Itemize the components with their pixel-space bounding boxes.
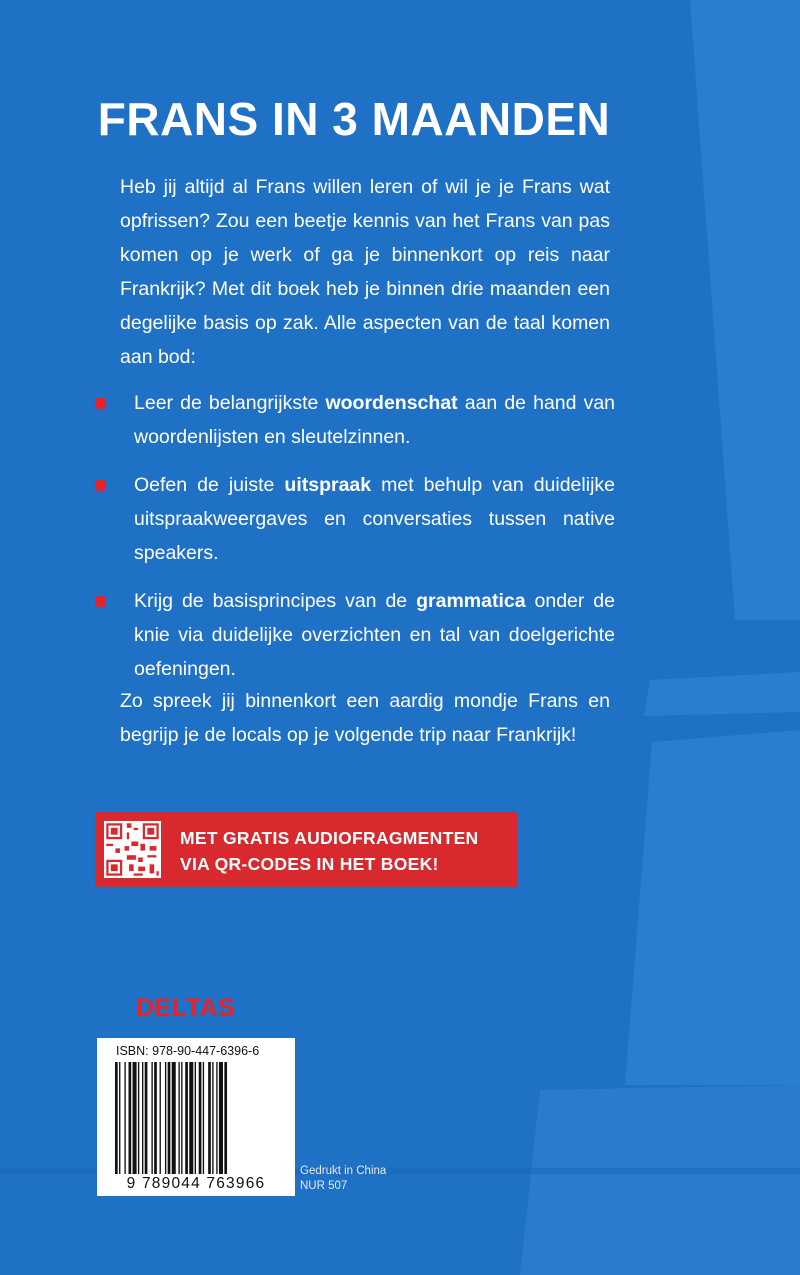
barcode-bar (145, 1062, 148, 1174)
barcode-bar (172, 1062, 176, 1174)
red-square-bullet-icon (95, 596, 106, 607)
barcode-bar (199, 1062, 202, 1174)
feature-text-after: aan de hand van woordenlijsten en sleutelzinnen. (134, 392, 616, 448)
feature-item (95, 468, 615, 570)
barcode-bar (133, 1062, 137, 1174)
barcode-bar (142, 1062, 143, 1174)
banner-line-2: VIA QR-CODES IN HET BOEK! (180, 854, 439, 874)
red-square-bullet-icon (95, 480, 106, 491)
barcode-bar (160, 1062, 161, 1174)
feature-text-before: Oefen de juiste (134, 474, 285, 496)
print-info (300, 1164, 386, 1194)
barcode-bar (165, 1062, 166, 1174)
book-title: FRANS IN 3 MAANDEN (97, 93, 611, 145)
barcode-bar (178, 1062, 179, 1174)
barcode-bar (181, 1062, 182, 1174)
qr-code-graphic (104, 821, 161, 878)
audio-banner (95, 812, 518, 887)
barcode-bar (212, 1062, 213, 1174)
printed-in: Gedrukt in China (300, 1165, 387, 1177)
barcode-bar (208, 1062, 211, 1174)
barcode-bar (168, 1062, 171, 1174)
isbn-text: ISBN: 978-90-447-6396-6 (116, 1044, 260, 1058)
qr-code-icon (104, 821, 161, 878)
barcode-bar (119, 1062, 120, 1174)
feature-text-after: onder de knie via duidelijke overzichten en tal van doelgerichte oefeningen. (134, 590, 616, 680)
barcode-bar (185, 1062, 188, 1174)
barcode-bar (203, 1062, 204, 1174)
barcode-label (97, 1038, 295, 1196)
feature-text-after: met behulp van duidelijke uitspraakweergaves en conversaties tussen native speakers. (134, 474, 615, 564)
publisher-logo: DELTAS (136, 994, 236, 1022)
banner-line-1: MET GRATIS AUDIOFRAGMENTEN (180, 828, 479, 848)
nur-code: NUR 507 (300, 1180, 348, 1192)
red-square-bullet-icon (95, 398, 106, 409)
feature-item (95, 584, 615, 686)
barcode-bar (219, 1062, 223, 1174)
barcode-bar (195, 1062, 196, 1174)
feature-keyword: woordenschat (325, 392, 458, 414)
barcode-bar (224, 1062, 227, 1174)
barcode-bar (216, 1062, 217, 1174)
barcode-bar (154, 1062, 157, 1174)
feature-item (95, 386, 615, 454)
feature-text-before: Leer de belangrijkste (134, 392, 326, 414)
feature-list (95, 386, 615, 700)
barcode-bar (129, 1062, 132, 1174)
barcode-bar (138, 1062, 139, 1174)
barcode-bar (189, 1062, 193, 1174)
barcode-bar (115, 1062, 118, 1174)
feature-keyword: grammatica (416, 590, 526, 612)
feature-text-before: Krijg de basisprincipes van de (134, 590, 417, 612)
feature-keyword: uitspraak (284, 474, 372, 496)
closing-paragraph: Zo spreek jij binnenkort een aardig mondje Frans en begrijp je de locals op je volgende trip naar Frankrijk! (120, 690, 610, 746)
barcode-bars (115, 1062, 279, 1174)
barcode-bar (151, 1062, 152, 1174)
intro-paragraph: Heb jij altijd al Frans willen leren of wil je je Frans wat opfrissen? Zou een beetje kennis van het Frans van pas komen op je werk of ga je binnenkort op reis naar Frankrijk? Met dit boek heb je binnen drie maanden een degelijke basis op zak. Alle aspecten van de taal komen aan bod: (120, 176, 610, 368)
banner-text (180, 825, 478, 877)
barcode-digits: 9 789044 763966 (126, 1175, 266, 1192)
barcode-bar (124, 1062, 125, 1174)
